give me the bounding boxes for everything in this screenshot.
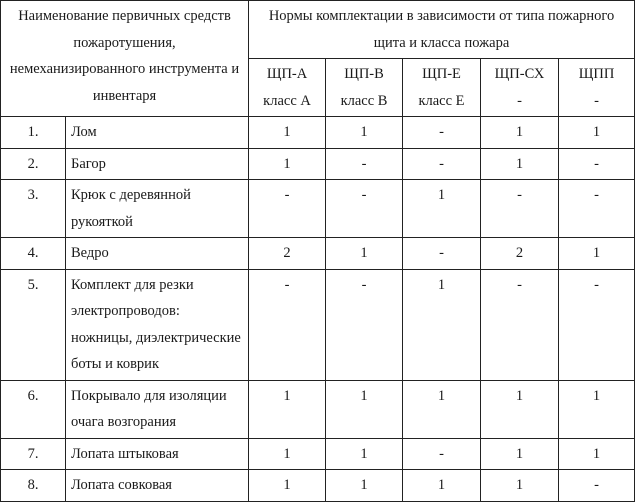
- item-name: Лом: [66, 117, 249, 149]
- value-shield-e: 1: [403, 269, 481, 380]
- item-name: Лопата штыковая: [66, 438, 249, 470]
- header-shield-e: [403, 59, 481, 117]
- row-number: 2.: [1, 148, 66, 180]
- value-shield-a: 1: [249, 117, 326, 149]
- table-row: [1, 438, 635, 470]
- table-row: [1, 180, 635, 238]
- value-shield-a: 2: [249, 238, 326, 270]
- table-row: [1, 148, 635, 180]
- header-shield-a: [249, 59, 326, 117]
- value-shield-e: -: [403, 148, 481, 180]
- row-number: 6.: [1, 380, 66, 438]
- value-shield-a: -: [249, 180, 326, 238]
- value-shield-sx: -: [481, 269, 559, 380]
- value-shield-b: 1: [326, 438, 403, 470]
- value-shield-e: -: [403, 117, 481, 149]
- row-number: 3.: [1, 180, 66, 238]
- row-number: 5.: [1, 269, 66, 380]
- value-shield-a: -: [249, 269, 326, 380]
- shield-type: ЩП-СХ: [494, 66, 545, 82]
- shield-type: ЩПП: [578, 66, 615, 82]
- value-shield-pp: -: [559, 269, 635, 380]
- value-shield-e: 1: [403, 470, 481, 502]
- value-shield-sx: 1: [481, 148, 559, 180]
- item-name: Багор: [66, 148, 249, 180]
- value-shield-sx: -: [481, 180, 559, 238]
- shield-type: ЩП-В: [344, 66, 384, 82]
- value-shield-pp: 1: [559, 238, 635, 270]
- value-shield-sx: 1: [481, 117, 559, 149]
- value-shield-b: -: [326, 148, 403, 180]
- value-shield-pp: 1: [559, 117, 635, 149]
- value-shield-sx: 1: [481, 438, 559, 470]
- item-name: Ведро: [66, 238, 249, 270]
- shield-type: ЩП-Е: [422, 66, 461, 82]
- fire-class: класс А: [263, 92, 311, 109]
- value-shield-sx: 2: [481, 238, 559, 270]
- table-row: [1, 380, 635, 438]
- fire-class: класс Е: [418, 92, 465, 109]
- value-shield-b: -: [326, 180, 403, 238]
- table-row: [1, 117, 635, 149]
- value-shield-b: 1: [326, 238, 403, 270]
- value-shield-b: 1: [326, 470, 403, 502]
- value-shield-e: 1: [403, 380, 481, 438]
- row-number: 4.: [1, 238, 66, 270]
- table-row: [1, 470, 635, 502]
- value-shield-pp: -: [559, 470, 635, 502]
- value-shield-a: 1: [249, 380, 326, 438]
- item-name: Лопата совковая: [66, 470, 249, 502]
- fire-class: -: [517, 92, 522, 109]
- value-shield-pp: -: [559, 148, 635, 180]
- value-shield-b: 1: [326, 117, 403, 149]
- item-name: Крюк с деревянной рукояткой: [66, 180, 249, 238]
- header-norms-group: Нормы комплектации в зависимости от типа пожарного щита и класса пожара: [249, 1, 635, 59]
- value-shield-b: -: [326, 269, 403, 380]
- value-shield-a: 1: [249, 438, 326, 470]
- value-shield-pp: -: [559, 180, 635, 238]
- header-shield-pp: [559, 59, 635, 117]
- header-item-name: Наименование первичных средств пожаротушения, немеханизированного инструмента и инвентаря: [1, 1, 249, 117]
- value-shield-pp: 1: [559, 438, 635, 470]
- value-shield-e: -: [403, 438, 481, 470]
- item-name: Комплект для резки электропроводов: ножницы, диэлектрические боты и коврик: [66, 269, 249, 380]
- fire-class: -: [594, 92, 599, 109]
- table-row: [1, 238, 635, 270]
- fire-class: класс В: [340, 92, 388, 109]
- shield-type: ЩП-А: [266, 66, 308, 82]
- row-number: 8.: [1, 470, 66, 502]
- row-number: 1.: [1, 117, 66, 149]
- row-number: 7.: [1, 438, 66, 470]
- value-shield-pp: 1: [559, 380, 635, 438]
- value-shield-a: 1: [249, 148, 326, 180]
- item-name: Покрывало для изоляции очага возгорания: [66, 380, 249, 438]
- value-shield-e: -: [403, 238, 481, 270]
- value-shield-sx: 1: [481, 470, 559, 502]
- value-shield-a: 1: [249, 470, 326, 502]
- value-shield-e: 1: [403, 180, 481, 238]
- table-row: [1, 269, 635, 380]
- value-shield-sx: 1: [481, 380, 559, 438]
- header-shield-sx: [481, 59, 559, 117]
- value-shield-b: 1: [326, 380, 403, 438]
- header-shield-b: [326, 59, 403, 117]
